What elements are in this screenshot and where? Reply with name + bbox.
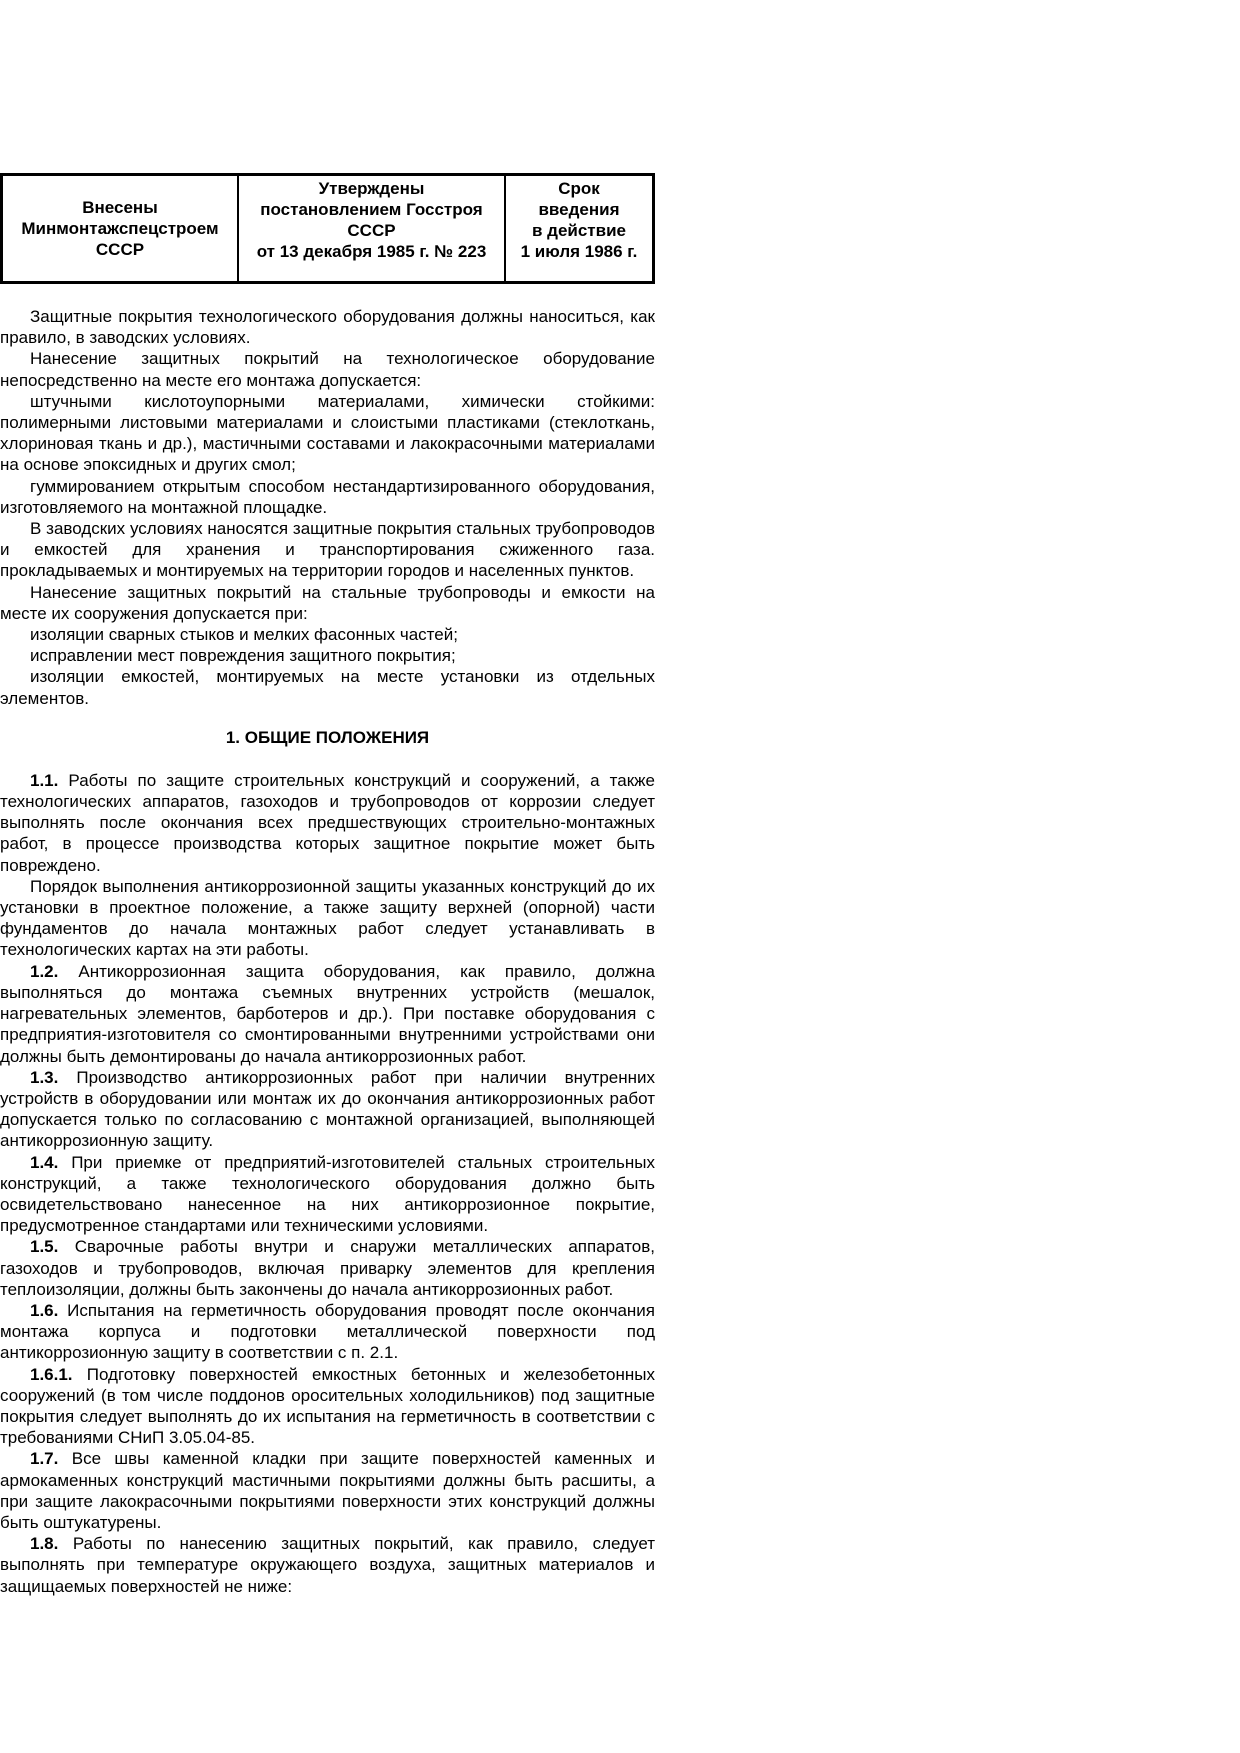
intro-paragraph: изоляции емкостей, монтируемых на месте установки из отдельных элементов. (0, 667, 655, 708)
clause-paragraph (0, 1300, 655, 1364)
clause-text: При приемке от предприятий-изготовителей стальных строительных конструкций, а также технологического оборудования должно быть освидетельствовано нанесенное на них антикоррозионное покрытие, предусмотренное стандартами или техническими условиями. (0, 1152, 655, 1236)
clause-number: 1.5. (30, 1237, 59, 1257)
clause-paragraph (0, 1448, 655, 1533)
intro-paragraph: гуммированием открытым способом нестандартизированного оборудования, изготовляемого на монтажной площадке. (0, 476, 655, 517)
clause-paragraph (0, 1533, 655, 1597)
cell-line: постановлением Госстроя (260, 200, 483, 219)
clause-paragraph (0, 1152, 655, 1237)
clause-number: 1.1. (30, 770, 59, 790)
clause-number: 1.8. (30, 1534, 59, 1554)
cell-line: в действие (531, 221, 626, 240)
clause-text: Работы по нанесению защитных покрытий, как правило, следует выполнять при температуре окружающего воздуха, защитных материалов и защищаемых поверхностей не ниже: (0, 1534, 655, 1596)
intro-paragraph: исправлении мест повреждения защитного покрытия; (30, 646, 456, 666)
clause-text: Подготовку поверхностей емкостных бетонных и железобетонных сооружений (в том числе поддонов оросительных холодильников) под защитные покрытия следует выполнять до их испытания на герметичность в соответствии с требованиями СНиП 3.05.04-85. (0, 1364, 655, 1448)
clause-paragraph (0, 770, 655, 876)
document-page (0, 173, 655, 1597)
effective-date-cell (505, 175, 654, 283)
intro-paragraph: штучными кислотоупорными материалами, химически стойкими: полимерными листовыми материалами и слоистыми пластиками (стеклоткань, хлориновая ткань и др.), мастичными составами и лакокрасочными материалами на основе эпоксидных и других смол; (0, 391, 655, 475)
cell-line: Срок (558, 179, 600, 198)
clause-number: 1.6.1. (30, 1364, 73, 1384)
clause-number: 1.7. (30, 1449, 59, 1469)
introduced-by-cell (2, 175, 239, 283)
clause-text: Порядок выполнения антикоррозионной защиты указанных конструкций до их установки в проектное положение, а также защиту верхней (опорной) части фундаментов до начала монтажных работ следует устанавливать в технологических картах на эти работы. (0, 876, 655, 960)
clause-paragraph (0, 961, 655, 1067)
section-title: 1. ОБЩИЕ ПОЛОЖЕНИЯ (225, 727, 430, 747)
cell-line: Утверждены (318, 179, 425, 198)
cell-line: Внесены (82, 198, 158, 217)
clause-text: Производство антикоррозионных работ при наличии внутренних устройств в оборудовании или монтаж их до окончания антикоррозионных работ допускается только по согласованию с монтажной организацией, выполняющей антикоррозионную защиту. (0, 1067, 655, 1151)
clause-paragraph (0, 876, 655, 961)
clause-number: 1.6. (30, 1300, 59, 1320)
approval-table (0, 173, 655, 284)
intro-paragraph: Защитные покрытия технологического оборудования должны наноситься, как правило, в заводских условиях. (0, 307, 655, 348)
clause-text: Антикоррозионная защита оборудования, как правило, должна выполняться до монтажа съемных внутренних устройств (мешалок, нагревательных элементов, барботеров и др.). При поставке оборудования с предприятия-изготовителя со смонтированными внутренними устройствами они должны быть демонтированы до начала антикоррозионных работ. (0, 961, 655, 1066)
cell-line: 1 июля 1986 г. (520, 242, 638, 261)
cell-line: Минмонтажспецстроем (21, 219, 219, 238)
intro-paragraph: изоляции сварных стыков и мелких фасонных частей; (30, 625, 458, 645)
document-body (0, 306, 655, 1597)
clause-text: Работы по защите строительных конструкций и сооружений, а также технологических аппаратов, газоходов и трубопроводов от коррозии следует выполнять после окончания всех предшествующих строительно-монтажных работ, в процессе производства которых защитное покрытие может быть повреждено. (0, 770, 655, 875)
clause-paragraph (0, 1236, 655, 1300)
clause-number: 1.3. (30, 1067, 59, 1087)
intro-paragraph: Нанесение защитных покрытий на технологическое оборудование непосредственно на месте его монтажа допускается: (0, 349, 655, 390)
clause-paragraph (0, 1364, 655, 1449)
clause-text: Сварочные работы внутри и снаружи металлических аппаратов, газоходов и трубопроводов, включая приварку элементов для крепления теплоизоляции, должны быть закончены до начала антикоррозионных работ. (0, 1237, 655, 1299)
approved-by-cell (238, 175, 505, 283)
cell-line: введения (538, 200, 620, 219)
cell-line: СССР (347, 221, 396, 240)
clause-paragraph (0, 1067, 655, 1152)
clause-text: Испытания на герметичность оборудования проводят после окончания монтажа корпуса и подготовки металлической поверхности под антикоррозионную защиту в соответствии с п. 2.1. (0, 1300, 655, 1363)
cell-line: от 13 декабря 1985 г. № 223 (256, 242, 487, 261)
clause-number: 1.2. (30, 961, 59, 981)
intro-paragraph: Нанесение защитных покрытий на стальные трубопроводы и емкости на месте их сооружения допускается при: (0, 582, 655, 623)
cell-line: СССР (95, 240, 145, 259)
intro-paragraph: В заводских условиях наносятся защитные покрытия стальных трубопроводов и емкостей для хранения и транспортирования сжиженного газа. прокладываемых и монтируемых на территории городов и населенных пунктов. (0, 519, 655, 581)
clause-number: 1.4. (30, 1152, 59, 1172)
clause-text: Все швы каменной кладки при защите поверхностей каменных и армокаменных конструкций мастичными покрытиями должны быть расшиты, а при защите лакокрасочными покрытиями поверхности этих конструкций должны быть оштукатурены. (0, 1449, 655, 1532)
